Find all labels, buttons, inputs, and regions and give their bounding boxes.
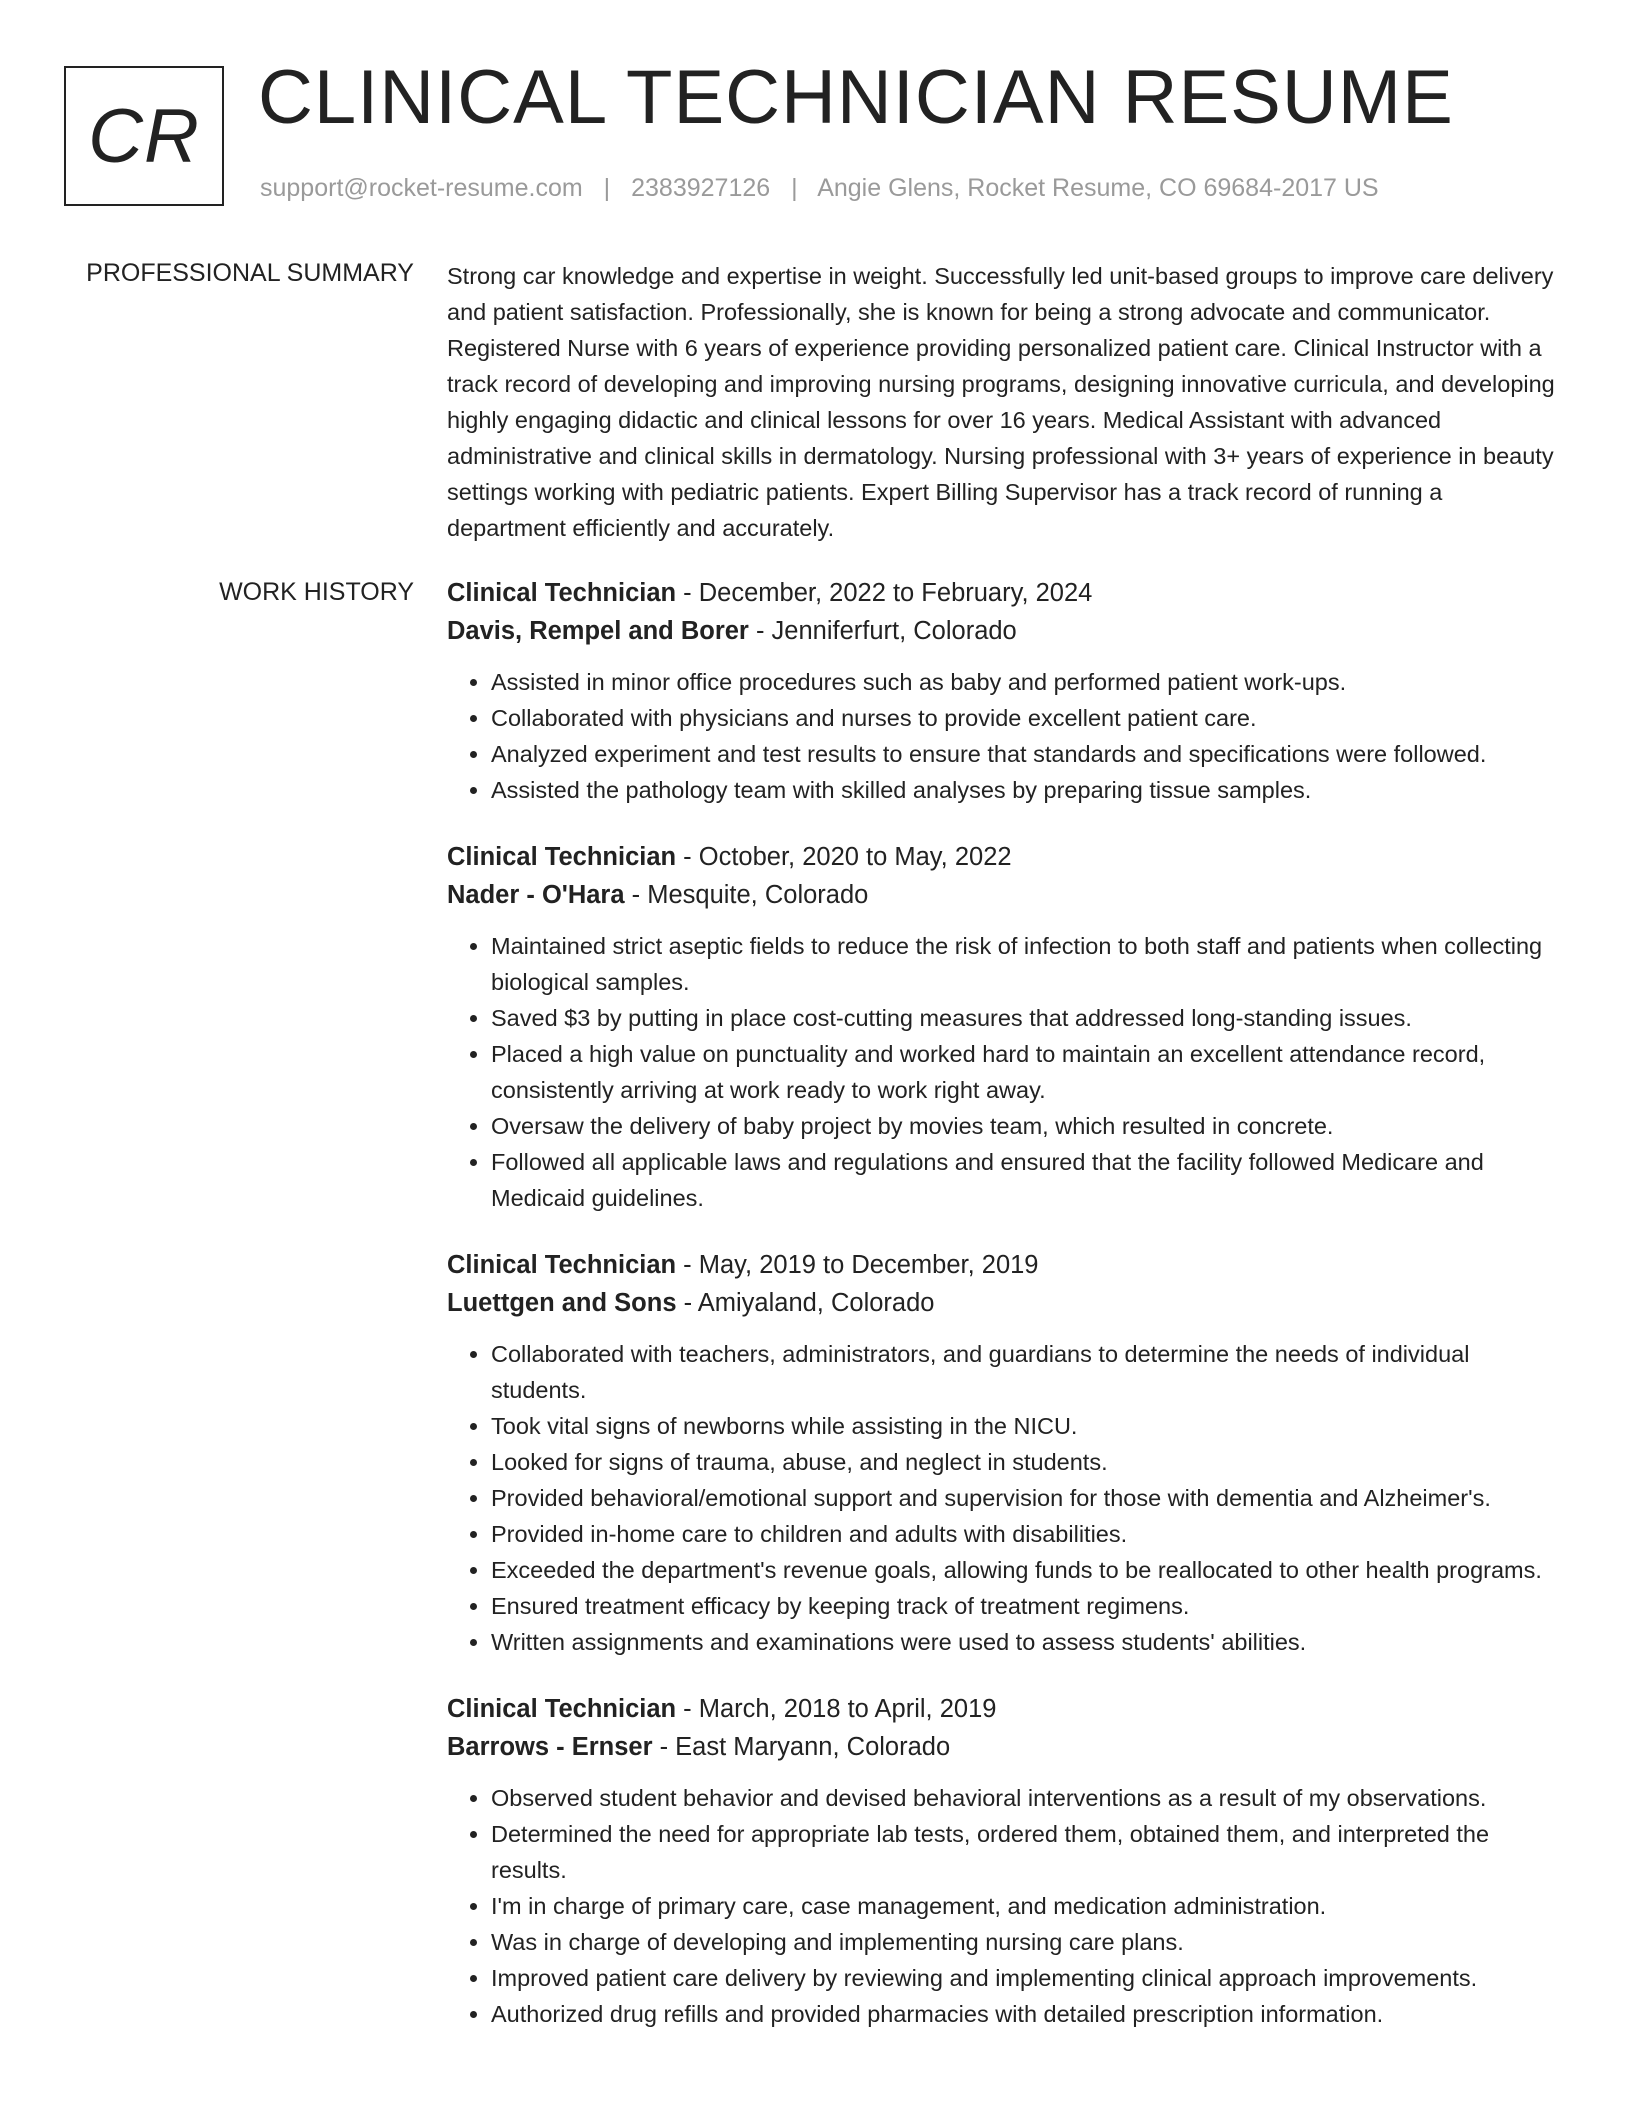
monogram-initials: CR [88,93,200,179]
resume-title: CLINICAL TECHNICIAN RESUME [258,55,1454,140]
job-entry [447,1246,1567,1660]
work-history-list [447,574,1567,2062]
job-title: Clinical Technician [447,1251,677,1279]
job-company-line [447,876,1567,914]
summary-heading: PROFESSIONAL SUMMARY [86,259,414,287]
list-item: • Observed student behavior and devised behavioral interventions as a result of my observations. [491,1780,1567,1816]
job-location: - Mesquite, Colorado [624,881,869,909]
job-bullets [447,664,1567,808]
job-title-line [447,1246,1567,1284]
job-title: Clinical Technician [447,1695,677,1723]
list-item: • Ensured treatment efficacy by keeping track of treatment regimens. [491,1588,1567,1624]
list-item: • Analyzed experiment and test results to ensure that standards and specifications were followed. [491,736,1567,772]
contact-separator: | [791,174,798,202]
list-item: • Placed a high value on punctuality and worked hard to maintain an excellent attendance record, consistently arriving at work ready to work right away. [491,1036,1567,1108]
list-item: • Saved $3 by putting in place cost-cutting measures that addressed long-standing issues. [491,1000,1567,1036]
job-company: Barrows - Ernser [447,1733,653,1761]
list-item: • Oversaw the delivery of baby project by movies team, which resulted in concrete. [491,1108,1567,1144]
job-dates: - May, 2019 to December, 2019 [676,1251,1039,1279]
job-entry [447,574,1567,808]
job-title-line [447,574,1567,612]
contact-separator: | [603,174,611,202]
contact-line [260,174,1379,203]
job-title: Clinical Technician [447,843,677,871]
list-item: • Provided behavioral/emotional support and supervision for those with dementia and Alzheimer's. [491,1480,1567,1516]
list-item: • Improved patient care delivery by reviewing and implementing clinical approach improvements. [491,1960,1567,1996]
list-item: • Determined the need for appropriate lab tests, ordered them, obtained them, and interpreted the results. [491,1816,1567,1888]
job-location: - East Maryann, Colorado [652,1733,951,1761]
list-item: • Authorized drug refills and provided pharmacies with detailed prescription information. [491,1996,1567,2032]
job-company: Luettgen and Sons [447,1289,677,1317]
list-item: • Assisted in minor office procedures such as baby and performed patient work-ups. [491,664,1567,700]
job-company-line [447,1284,1567,1322]
job-entry [447,1690,1567,2032]
job-company: Nader - O'Hara [447,881,625,909]
list-item: • Followed all applicable laws and regulations and ensured that the facility followed Medicare and Medicaid guidelines. [491,1144,1567,1216]
job-bullets [447,1780,1567,2032]
job-dates: - March, 2018 to April, 2019 [676,1695,997,1723]
contact-email: support@rocket-resume.com [260,174,583,202]
job-entry [447,838,1567,1216]
list-item: • Assisted the pathology team with skilled analyses by preparing tissue samples. [491,772,1567,808]
list-item: • Collaborated with physicians and nurses to provide excellent patient care. [491,700,1567,736]
work-history-heading: WORK HISTORY [219,578,414,606]
job-company: Davis, Rempel and Borer [447,617,749,645]
job-dates: - October, 2020 to May, 2022 [676,843,1012,871]
list-item: • Provided in-home care to children and adults with disabilities. [491,1516,1567,1552]
list-item: • Exceeded the department's revenue goals, allowing funds to be reallocated to other health programs. [491,1552,1567,1588]
list-item: • Took vital signs of newborns while assisting in the NICU. [491,1408,1567,1444]
job-dates: - December, 2022 to February, 2024 [676,579,1093,607]
list-item: • Maintained strict aseptic fields to reduce the risk of infection to both staff and patients when collecting biological samples. [491,928,1567,1000]
job-bullets [447,928,1567,1216]
job-title-line [447,838,1567,876]
contact-address: Angie Glens, Rocket Resume, CO 69684-2017 US [817,174,1379,202]
job-company-line [447,1728,1567,1766]
job-location: - Amiyaland, Colorado [676,1289,935,1317]
list-item: • Was in charge of developing and implementing nursing care plans. [491,1924,1567,1960]
list-item: • Looked for signs of trauma, abuse, and neglect in students. [491,1444,1567,1480]
job-location: - Jenniferfurt, Colorado [748,617,1017,645]
monogram-box [64,66,224,206]
job-title-line [447,1690,1567,1728]
job-company-line [447,612,1567,650]
list-item: • Written assignments and examinations were used to assess students' abilities. [491,1624,1567,1660]
contact-phone: 2383927126 [631,174,771,202]
job-title: Clinical Technician [447,579,677,607]
list-item: • I'm in charge of primary care, case management, and medication administration. [491,1888,1567,1924]
job-bullets [447,1336,1567,1660]
list-item: • Collaborated with teachers, administrators, and guardians to determine the needs of individual students. [491,1336,1567,1408]
summary-text: Strong car knowledge and expertise in weight. Successfully led unit-based groups to improve care delivery and patient satisfaction. Professionally, she is known for being a strong advocate and communicator. Registered Nurse with 6 years of experience providing personalized patient care. Clinical Instructor with a track record of developing and improving nursing programs, designing innovative curricula, and developing highly engaging didactic and clinical lessons for over 16 years. Medical Assistant with advanced administrative and clinical skills in dermatology. Nursing professional with 3+ years of experience in beauty settings working with pediatric patients. Expert Billing Supervisor has a track record of running a department efficiently and accurately. [447,263,1555,541]
